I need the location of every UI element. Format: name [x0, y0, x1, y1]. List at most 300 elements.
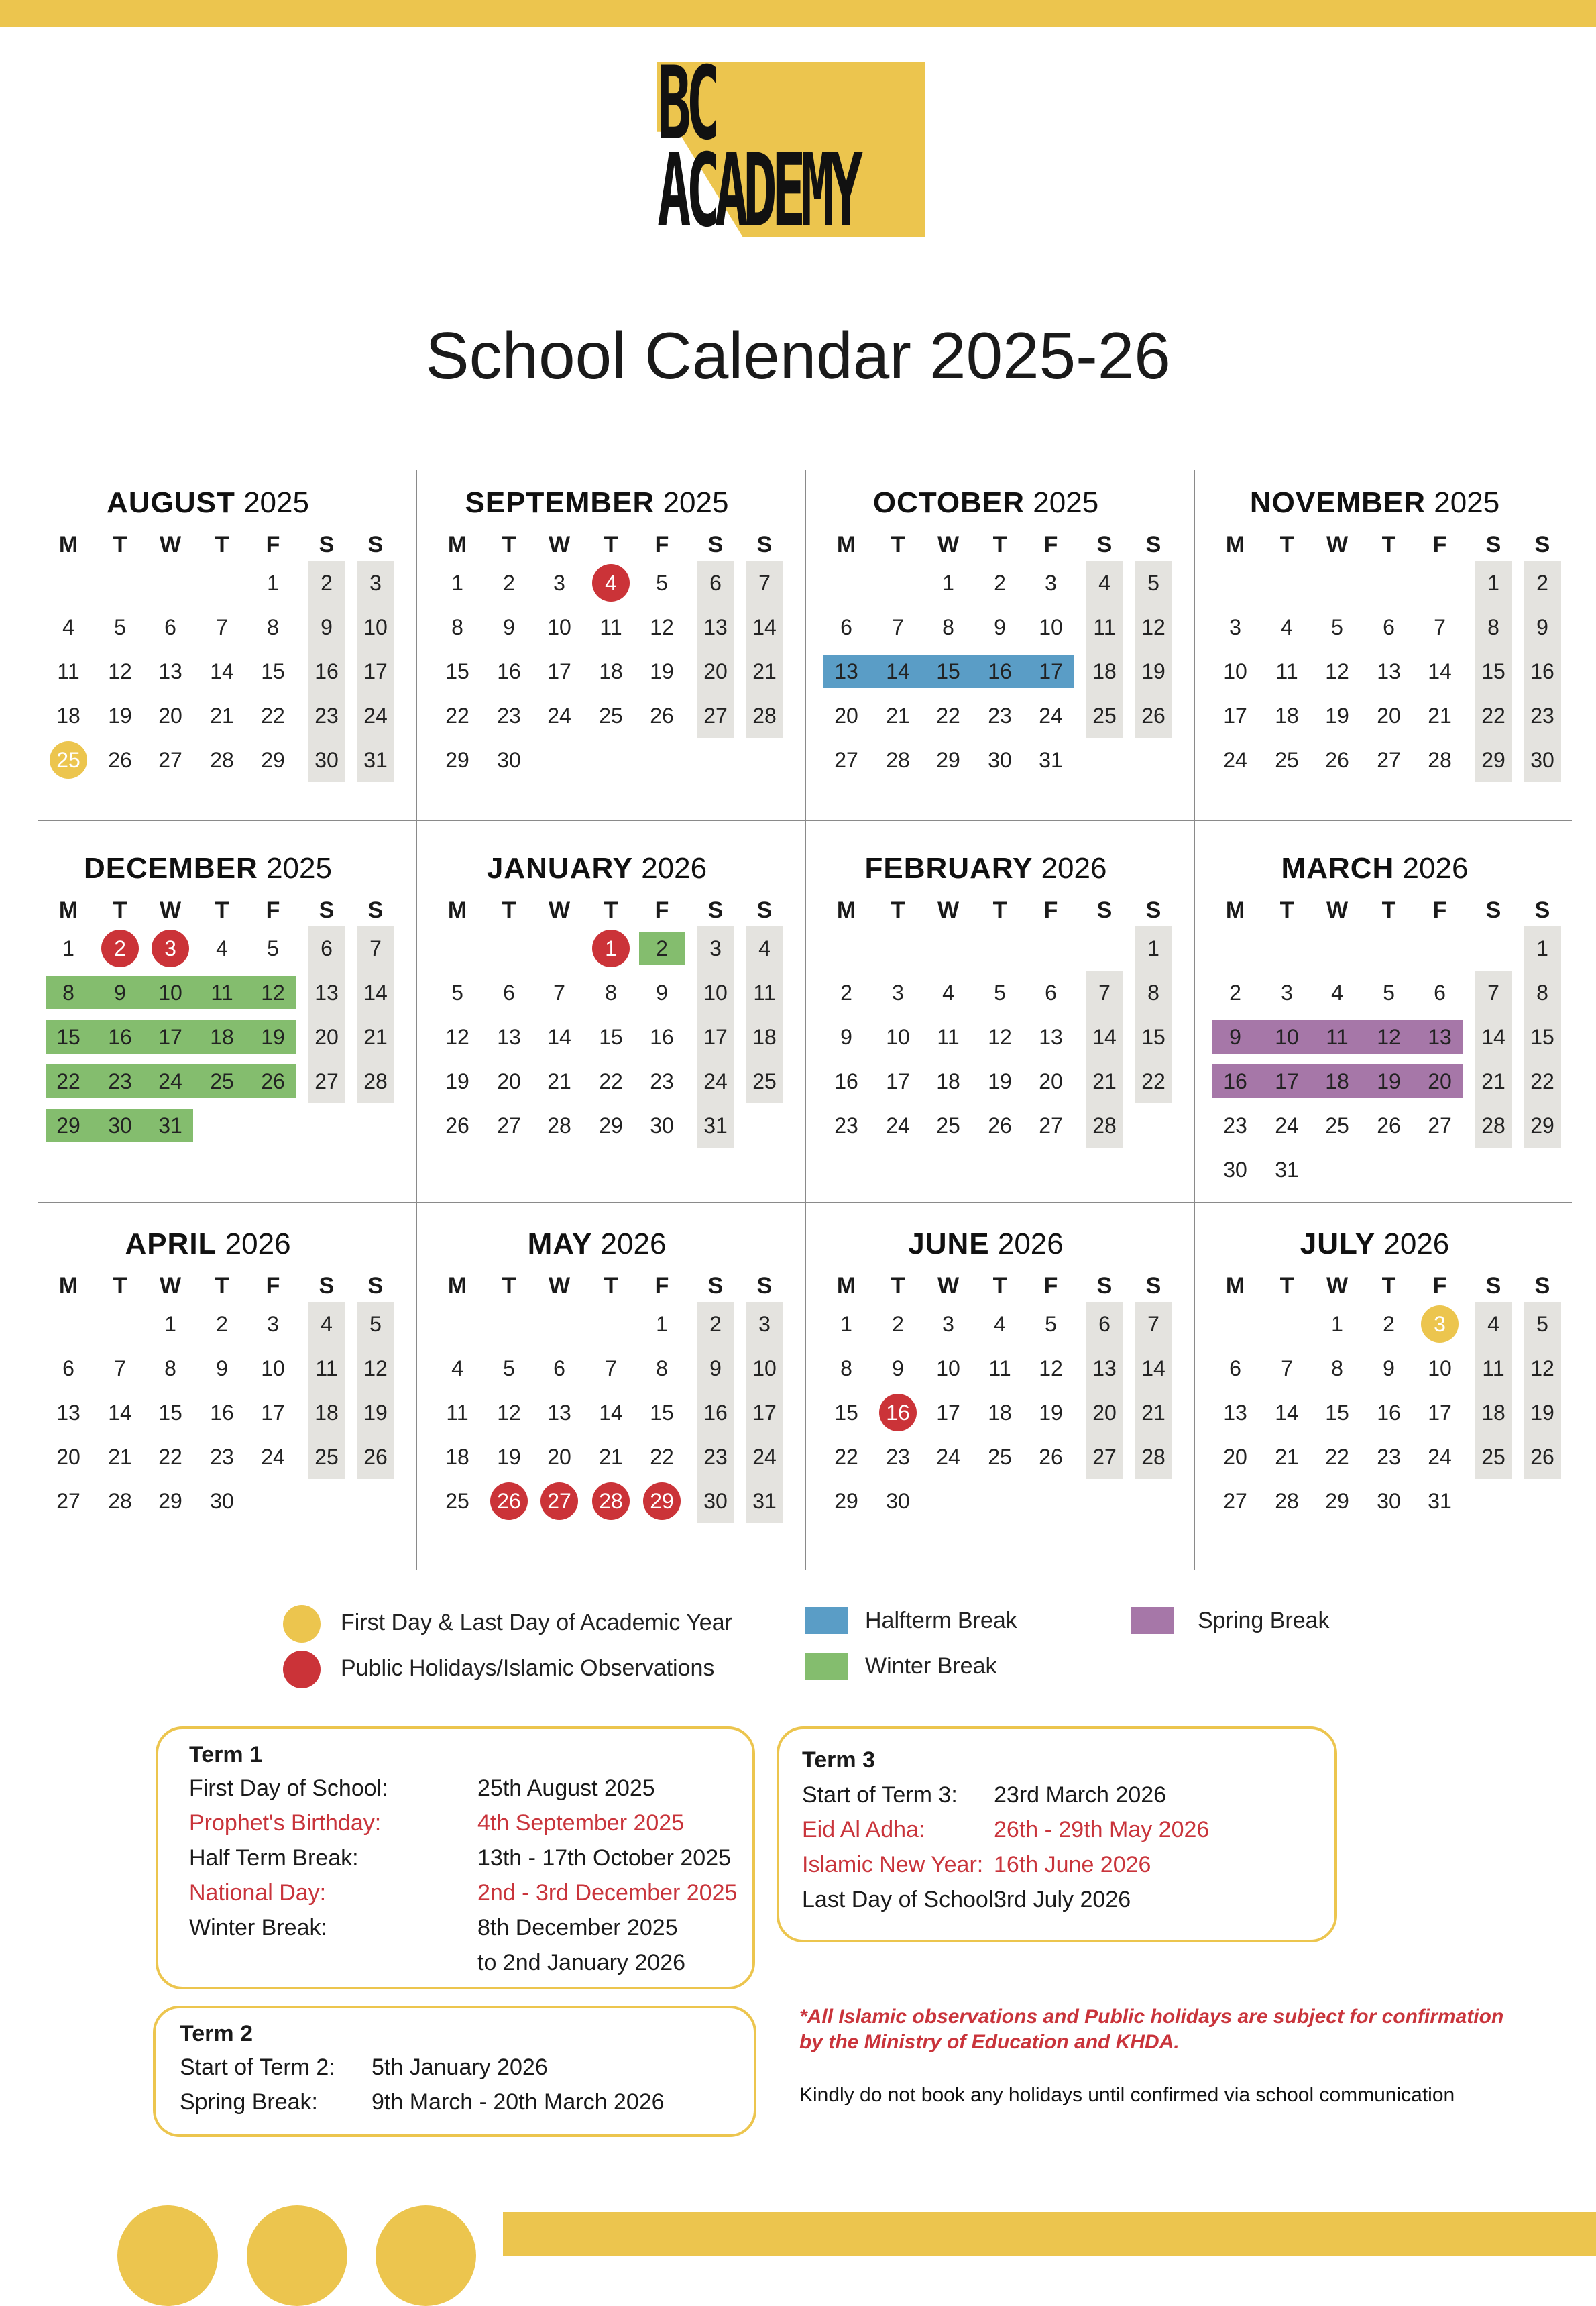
month-year: 2025 — [1033, 486, 1099, 519]
calendar-day: 22 — [1141, 1069, 1165, 1093]
calendar-day: 24 — [886, 1113, 910, 1138]
weekday-label: S — [756, 1273, 773, 1299]
month-name: FEBRUARY — [864, 852, 1033, 885]
calendar-day: 27 — [703, 704, 728, 728]
calendar-day: 11 — [211, 981, 233, 1005]
weekday-header — [27, 1271, 389, 1301]
calendar-day: 23 — [108, 1069, 132, 1093]
weekday-label: S — [756, 532, 773, 557]
calendar-day: 19 — [497, 1445, 521, 1469]
calendar-day: 26 — [988, 1113, 1012, 1138]
calendar-day: 29 — [158, 1489, 182, 1513]
calendar-day: 2 — [503, 571, 515, 595]
calendar-day: 12 — [497, 1401, 521, 1425]
calendar-day: 16 — [703, 1401, 728, 1425]
calendar-day: 10 — [1223, 659, 1247, 683]
calendar-day: 13 — [158, 659, 182, 683]
month-title — [1194, 1224, 1556, 1264]
calendar-day: 15 — [650, 1401, 674, 1425]
calendar-day: 18 — [1092, 659, 1117, 683]
calendar-day: 27 — [158, 748, 182, 772]
calendar-day: 16 — [650, 1025, 674, 1049]
calendar-day: 14 — [1428, 659, 1452, 683]
calendar-day: 27 — [1092, 1445, 1117, 1469]
weekday-label: S — [367, 532, 384, 557]
calendar-day: 13 — [1223, 1401, 1247, 1425]
term-row-value: to 2nd January 2026 — [477, 1950, 686, 1975]
weekday-label: M — [58, 897, 78, 923]
calendar-day: 13 — [1039, 1025, 1063, 1049]
calendar-day: 7 — [216, 615, 228, 639]
calendar-day: 21 — [1428, 704, 1452, 728]
month-name: DECEMBER — [84, 852, 258, 885]
calendar-day: 5 — [1331, 615, 1343, 639]
weekday-header — [27, 530, 389, 559]
calendar-day: 24 — [936, 1445, 960, 1469]
calendar-day: 29 — [1325, 1489, 1349, 1513]
month-august — [27, 483, 389, 832]
term-row-value: 5th January 2026 — [372, 2054, 548, 2080]
calendar-day: 28 — [363, 1069, 388, 1093]
calendar-day: 16 — [1223, 1069, 1247, 1093]
month-year: 2025 — [1434, 486, 1500, 519]
calendar-day: 14 — [1092, 1025, 1117, 1049]
calendar-day: 27 — [834, 748, 858, 772]
calendar-day: 9 — [114, 981, 126, 1005]
calendar-day: 1 — [267, 571, 279, 595]
calendar-day: 13 — [547, 1401, 571, 1425]
weekday-label: T — [215, 897, 229, 923]
calendar-day: 31 — [363, 748, 388, 772]
calendar-day: 18 — [752, 1025, 777, 1049]
calendar-day: 7 — [1098, 981, 1110, 1005]
term-row-label: Start of Term 3: — [802, 1782, 958, 1808]
calendar-day: 19 — [363, 1401, 388, 1425]
weekday-label: W — [1326, 897, 1349, 923]
month-february — [805, 848, 1167, 1197]
calendar-day: 1 — [62, 936, 74, 960]
calendar-day: 27 — [497, 1113, 521, 1138]
calendar-day: 12 — [650, 615, 674, 639]
calendar-day: 24 — [752, 1445, 777, 1469]
legend-public-holidays-label: Public Holidays/Islamic Observations — [341, 1655, 715, 1681]
calendar-day: 15 — [834, 1401, 858, 1425]
legend-winter-label: Winter Break — [865, 1653, 997, 1679]
calendar-day: 12 — [445, 1025, 469, 1049]
calendar-day: 21 — [547, 1069, 571, 1093]
top-accent-bar — [0, 0, 1596, 27]
calendar-day: 4 — [605, 571, 617, 595]
weekday-label: T — [992, 532, 1007, 557]
term-row-label: Prophet's Birthday: — [189, 1810, 382, 1836]
calendar-day: 10 — [703, 981, 728, 1005]
decorative-circle — [117, 2205, 218, 2306]
calendar-day: 10 — [1275, 1025, 1299, 1049]
weekday-label: W — [548, 897, 571, 923]
decorative-circle — [376, 2205, 476, 2306]
calendar-day: 2 — [656, 936, 668, 960]
calendar-day: 29 — [1530, 1113, 1554, 1138]
calendar-day: 25 — [315, 1445, 339, 1469]
calendar-day: 6 — [164, 615, 176, 639]
calendar-day: 13 — [834, 659, 858, 683]
calendar-day: 25 — [988, 1445, 1012, 1469]
calendar-day: 11 — [753, 981, 776, 1005]
calendar-day: 14 — [547, 1025, 571, 1049]
calendar-day: 28 — [1481, 1113, 1505, 1138]
calendar-day: 5 — [656, 571, 668, 595]
calendar-day: 5 — [994, 981, 1006, 1005]
weekday-label: S — [707, 1273, 724, 1299]
calendar-day: 13 — [1428, 1025, 1452, 1049]
calendar-day: 8 — [267, 615, 279, 639]
term-row-label: Spring Break: — [180, 2089, 318, 2115]
calendar-day: 20 — [315, 1025, 339, 1049]
month-title — [805, 848, 1167, 889]
calendar-day: 15 — [158, 1401, 182, 1425]
weekday-header — [1194, 1271, 1556, 1301]
calendar-day: 1 — [1536, 936, 1548, 960]
calendar-day: 26 — [108, 748, 132, 772]
bc-academy-logo — [657, 46, 925, 250]
month-title — [416, 483, 778, 523]
calendar-day: 30 — [315, 748, 339, 772]
month-june — [805, 1224, 1167, 1573]
weekday-label: T — [1279, 1273, 1294, 1299]
calendar-day: 5 — [369, 1312, 382, 1336]
bottom-accent-bar — [503, 2212, 1596, 2256]
weekday-label: W — [159, 1273, 182, 1299]
calendar-day: 31 — [1039, 748, 1063, 772]
weekday-label: M — [1225, 897, 1245, 923]
term-row-label: Start of Term 2: — [180, 2054, 335, 2080]
calendar-day: 16 — [497, 659, 521, 683]
calendar-day: 26 — [1377, 1113, 1401, 1138]
weekday-label: M — [447, 1273, 467, 1299]
calendar-day: 2 — [321, 571, 333, 595]
calendar-day: 3 — [553, 571, 565, 595]
calendar-day: 26 — [363, 1445, 388, 1469]
calendar-day: 23 — [650, 1069, 674, 1093]
calendar-day: 14 — [1141, 1356, 1165, 1380]
weekday-label: T — [604, 1273, 618, 1299]
calendar-day: 29 — [599, 1113, 623, 1138]
term-3-title: Term 3 — [802, 1747, 875, 1773]
term-1-box — [156, 1726, 755, 1989]
calendar-day: 22 — [445, 704, 469, 728]
calendar-day: 8 — [62, 981, 74, 1005]
calendar-day: 22 — [834, 1445, 858, 1469]
calendar-day: 3 — [892, 981, 904, 1005]
calendar-day: 24 — [363, 704, 388, 728]
calendar-day: 21 — [210, 704, 234, 728]
calendar-day: 10 — [1428, 1356, 1452, 1380]
calendar-day: 12 — [1530, 1356, 1554, 1380]
month-days — [1194, 1307, 1556, 1576]
weekday-label: W — [159, 897, 182, 923]
calendar-day: 5 — [451, 981, 463, 1005]
calendar-day: 15 — [1481, 659, 1505, 683]
weekday-label: T — [604, 897, 618, 923]
weekday-label: F — [1432, 532, 1447, 557]
month-title — [805, 483, 1167, 523]
calendar-day: 8 — [942, 615, 954, 639]
calendar-day: 19 — [650, 659, 674, 683]
calendar-day: 21 — [1092, 1069, 1117, 1093]
calendar-day: 4 — [216, 936, 228, 960]
term-row-value: 26th - 29th May 2026 — [994, 1817, 1210, 1843]
calendar-day: 2 — [1229, 981, 1241, 1005]
calendar-day: 1 — [840, 1312, 852, 1336]
calendar-day: 17 — [936, 1401, 960, 1425]
calendar-day: 31 — [1428, 1489, 1452, 1513]
calendar-day: 28 — [752, 704, 777, 728]
calendar-day: 24 — [1039, 704, 1063, 728]
calendar-day: 2 — [1536, 571, 1548, 595]
term-1-title: Term 1 — [189, 1742, 262, 1767]
month-name: JANUARY — [486, 852, 633, 885]
month-title — [1194, 848, 1556, 889]
calendar-day: 21 — [599, 1445, 623, 1469]
calendar-day: 9 — [1383, 1356, 1395, 1380]
first-last-day-swatch — [283, 1605, 321, 1643]
weekday-label: T — [891, 1273, 905, 1299]
calendar-day: 28 — [210, 748, 234, 772]
calendar-day: 2 — [216, 1312, 228, 1336]
calendar-day: 17 — [547, 659, 571, 683]
calendar-day: 22 — [1481, 704, 1505, 728]
weekday-header — [27, 895, 389, 925]
winter-swatch — [805, 1653, 848, 1680]
page-title: School Calendar 2025-26 — [425, 319, 1171, 392]
calendar-day: 25 — [210, 1069, 234, 1093]
weekday-label: M — [447, 897, 467, 923]
calendar-day: 10 — [363, 615, 388, 639]
term-row-value: 23rd March 2026 — [994, 1782, 1167, 1808]
calendar-day: 1 — [656, 1312, 668, 1336]
month-july — [1194, 1224, 1556, 1573]
month-name: MARCH — [1281, 852, 1395, 885]
calendar-day: 9 — [216, 1356, 228, 1380]
calendar-day: 22 — [650, 1445, 674, 1469]
calendar-day: 17 — [886, 1069, 910, 1093]
term-row-value: 4th September 2025 — [477, 1810, 685, 1836]
calendar-day: 23 — [988, 704, 1012, 728]
calendar-day: 3 — [1434, 1312, 1446, 1336]
calendar-day: 8 — [1147, 981, 1159, 1005]
logo-line-2: ACADEMY — [657, 133, 858, 250]
term-2-title: Term 2 — [180, 2021, 253, 2046]
calendar-day: 18 — [56, 704, 80, 728]
calendar-day: 3 — [758, 1312, 771, 1336]
calendar-day: 2 — [709, 1312, 722, 1336]
term-row-label: Last Day of School: — [802, 1887, 1000, 1912]
calendar-day: 16 — [315, 659, 339, 683]
calendar-day: 16 — [108, 1025, 132, 1049]
calendar-day: 7 — [369, 936, 382, 960]
calendar-day: 14 — [363, 981, 388, 1005]
calendar-day: 24 — [703, 1069, 728, 1093]
calendar-day: 25 — [752, 1069, 777, 1093]
calendar-day: 29 — [834, 1489, 858, 1513]
month-year: 2026 — [641, 852, 707, 885]
calendar-day: 2 — [1383, 1312, 1395, 1336]
calendar-day: 19 — [261, 1025, 285, 1049]
calendar-day: 5 — [1045, 1312, 1057, 1336]
calendar-day: 30 — [108, 1113, 132, 1138]
calendar-day: 3 — [942, 1312, 954, 1336]
calendar-day: 12 — [1039, 1356, 1063, 1380]
calendar-day: 21 — [108, 1445, 132, 1469]
calendar-day: 6 — [321, 936, 333, 960]
weekday-label: S — [319, 897, 335, 923]
calendar-day: 18 — [1481, 1401, 1505, 1425]
weekday-label: M — [1225, 532, 1245, 557]
calendar-day: 12 — [108, 659, 132, 683]
calendar-day: 4 — [1281, 615, 1293, 639]
term-row-value: 8th December 2025 — [477, 1915, 678, 1940]
calendar-day: 27 — [56, 1489, 80, 1513]
calendar-day: 19 — [1377, 1069, 1401, 1093]
calendar-day: 11 — [1326, 1025, 1349, 1049]
calendar-day: 10 — [936, 1356, 960, 1380]
calendar-day: 26 — [1530, 1445, 1554, 1469]
weekday-label: T — [113, 532, 127, 557]
month-year: 2025 — [266, 852, 332, 885]
calendar-day: 3 — [369, 571, 382, 595]
calendar-day: 31 — [752, 1489, 777, 1513]
month-year: 2026 — [997, 1227, 1064, 1260]
calendar-day: 28 — [1092, 1113, 1117, 1138]
weekday-label: S — [319, 1273, 335, 1299]
weekday-header — [416, 1271, 778, 1301]
month-year: 2026 — [1402, 852, 1469, 885]
calendar-day: 19 — [1039, 1401, 1063, 1425]
calendar-day: 12 — [1141, 615, 1165, 639]
weekday-label: T — [113, 897, 127, 923]
legend-first-last-label: First Day & Last Day of Academic Year — [341, 1610, 732, 1635]
term-row-value: 9th March - 20th March 2026 — [372, 2089, 665, 2115]
calendar-day: 10 — [547, 615, 571, 639]
calendar-day: 17 — [1039, 659, 1063, 683]
calendar-day: 26 — [650, 704, 674, 728]
calendar-day: 5 — [503, 1356, 515, 1380]
calendar-day: 24 — [1428, 1445, 1452, 1469]
calendar-day: 23 — [834, 1113, 858, 1138]
calendar-day: 18 — [599, 659, 623, 683]
weekday-label: T — [1279, 532, 1294, 557]
weekday-header — [416, 530, 778, 559]
weekday-label: F — [654, 532, 669, 557]
month-days — [27, 1307, 389, 1576]
weekday-label: T — [113, 1273, 127, 1299]
calendar-day: 11 — [988, 1356, 1011, 1380]
calendar-day: 13 — [1377, 659, 1401, 683]
calendar-day: 19 — [1325, 704, 1349, 728]
calendar-day: 18 — [315, 1401, 339, 1425]
calendar-day: 18 — [445, 1445, 469, 1469]
calendar-day: 27 — [1377, 748, 1401, 772]
calendar-day: 17 — [1428, 1401, 1452, 1425]
weekday-label: F — [1432, 1273, 1447, 1299]
weekday-label: T — [992, 1273, 1007, 1299]
calendar-day: 24 — [547, 704, 571, 728]
calendar-day: 25 — [1481, 1445, 1505, 1469]
weekday-header — [1194, 895, 1556, 925]
weekday-label: W — [937, 532, 960, 557]
calendar-day: 28 — [1428, 748, 1452, 772]
calendar-day: 13 — [497, 1025, 521, 1049]
calendar-day: 3 — [164, 936, 176, 960]
calendar-day: 20 — [1092, 1401, 1117, 1425]
calendar-day: 21 — [1141, 1401, 1165, 1425]
term-row-label: National Day: — [189, 1880, 327, 1906]
term-2-box — [153, 2006, 756, 2137]
calendar-day: 23 — [1530, 704, 1554, 728]
month-name: SEPTEMBER — [465, 486, 655, 519]
calendar-day: 30 — [886, 1489, 910, 1513]
weekday-label: M — [1225, 1273, 1245, 1299]
month-name: JULY — [1300, 1227, 1376, 1260]
calendar-day: 22 — [158, 1445, 182, 1469]
weekday-label: S — [1534, 532, 1550, 557]
weekday-label: T — [215, 532, 229, 557]
weekday-label: F — [266, 532, 280, 557]
month-year: 2025 — [243, 486, 309, 519]
month-april — [27, 1224, 389, 1573]
month-name: OCTOBER — [872, 486, 1025, 519]
calendar-day: 29 — [261, 748, 285, 772]
month-october — [805, 483, 1167, 832]
legend-spring-label: Spring Break — [1198, 1608, 1330, 1633]
calendar-day: 7 — [758, 571, 771, 595]
calendar-day: 7 — [553, 981, 565, 1005]
weekday-label: F — [266, 1273, 280, 1299]
calendar-day: 14 — [599, 1401, 623, 1425]
term-3-box — [777, 1726, 1337, 1942]
term-row-value: 3rd July 2026 — [994, 1887, 1131, 1912]
calendar-day: 2 — [892, 1312, 904, 1336]
weekday-label: M — [58, 1273, 78, 1299]
calendar-day: 20 — [547, 1445, 571, 1469]
weekday-label: S — [1096, 1273, 1113, 1299]
calendar-day: 28 — [108, 1489, 132, 1513]
weekday-label: F — [654, 1273, 669, 1299]
weekday-label: S — [1534, 1273, 1550, 1299]
calendar-day: 6 — [1045, 981, 1057, 1005]
calendar-day: 3 — [1229, 615, 1241, 639]
calendar-day: 14 — [886, 659, 910, 683]
calendar-day: 24 — [261, 1445, 285, 1469]
logo-line-1: BC — [657, 46, 715, 162]
weekday-label: S — [707, 897, 724, 923]
weekday-label: T — [891, 897, 905, 923]
calendar-day: 4 — [1331, 981, 1343, 1005]
weekday-label: T — [502, 532, 516, 557]
calendar-day: 21 — [1275, 1445, 1299, 1469]
calendar-day: 18 — [1325, 1069, 1349, 1093]
calendar-day: 6 — [1229, 1356, 1241, 1380]
calendar-day: 21 — [1481, 1069, 1505, 1093]
calendar-day: 9 — [840, 1025, 852, 1049]
weekday-label: T — [215, 1273, 229, 1299]
weekday-label: M — [836, 897, 856, 923]
calendar-day: 25 — [599, 704, 623, 728]
weekday-label: T — [604, 532, 618, 557]
calendar-day: 2 — [114, 936, 126, 960]
calendar-day: 23 — [210, 1445, 234, 1469]
calendar-day: 30 — [988, 748, 1012, 772]
